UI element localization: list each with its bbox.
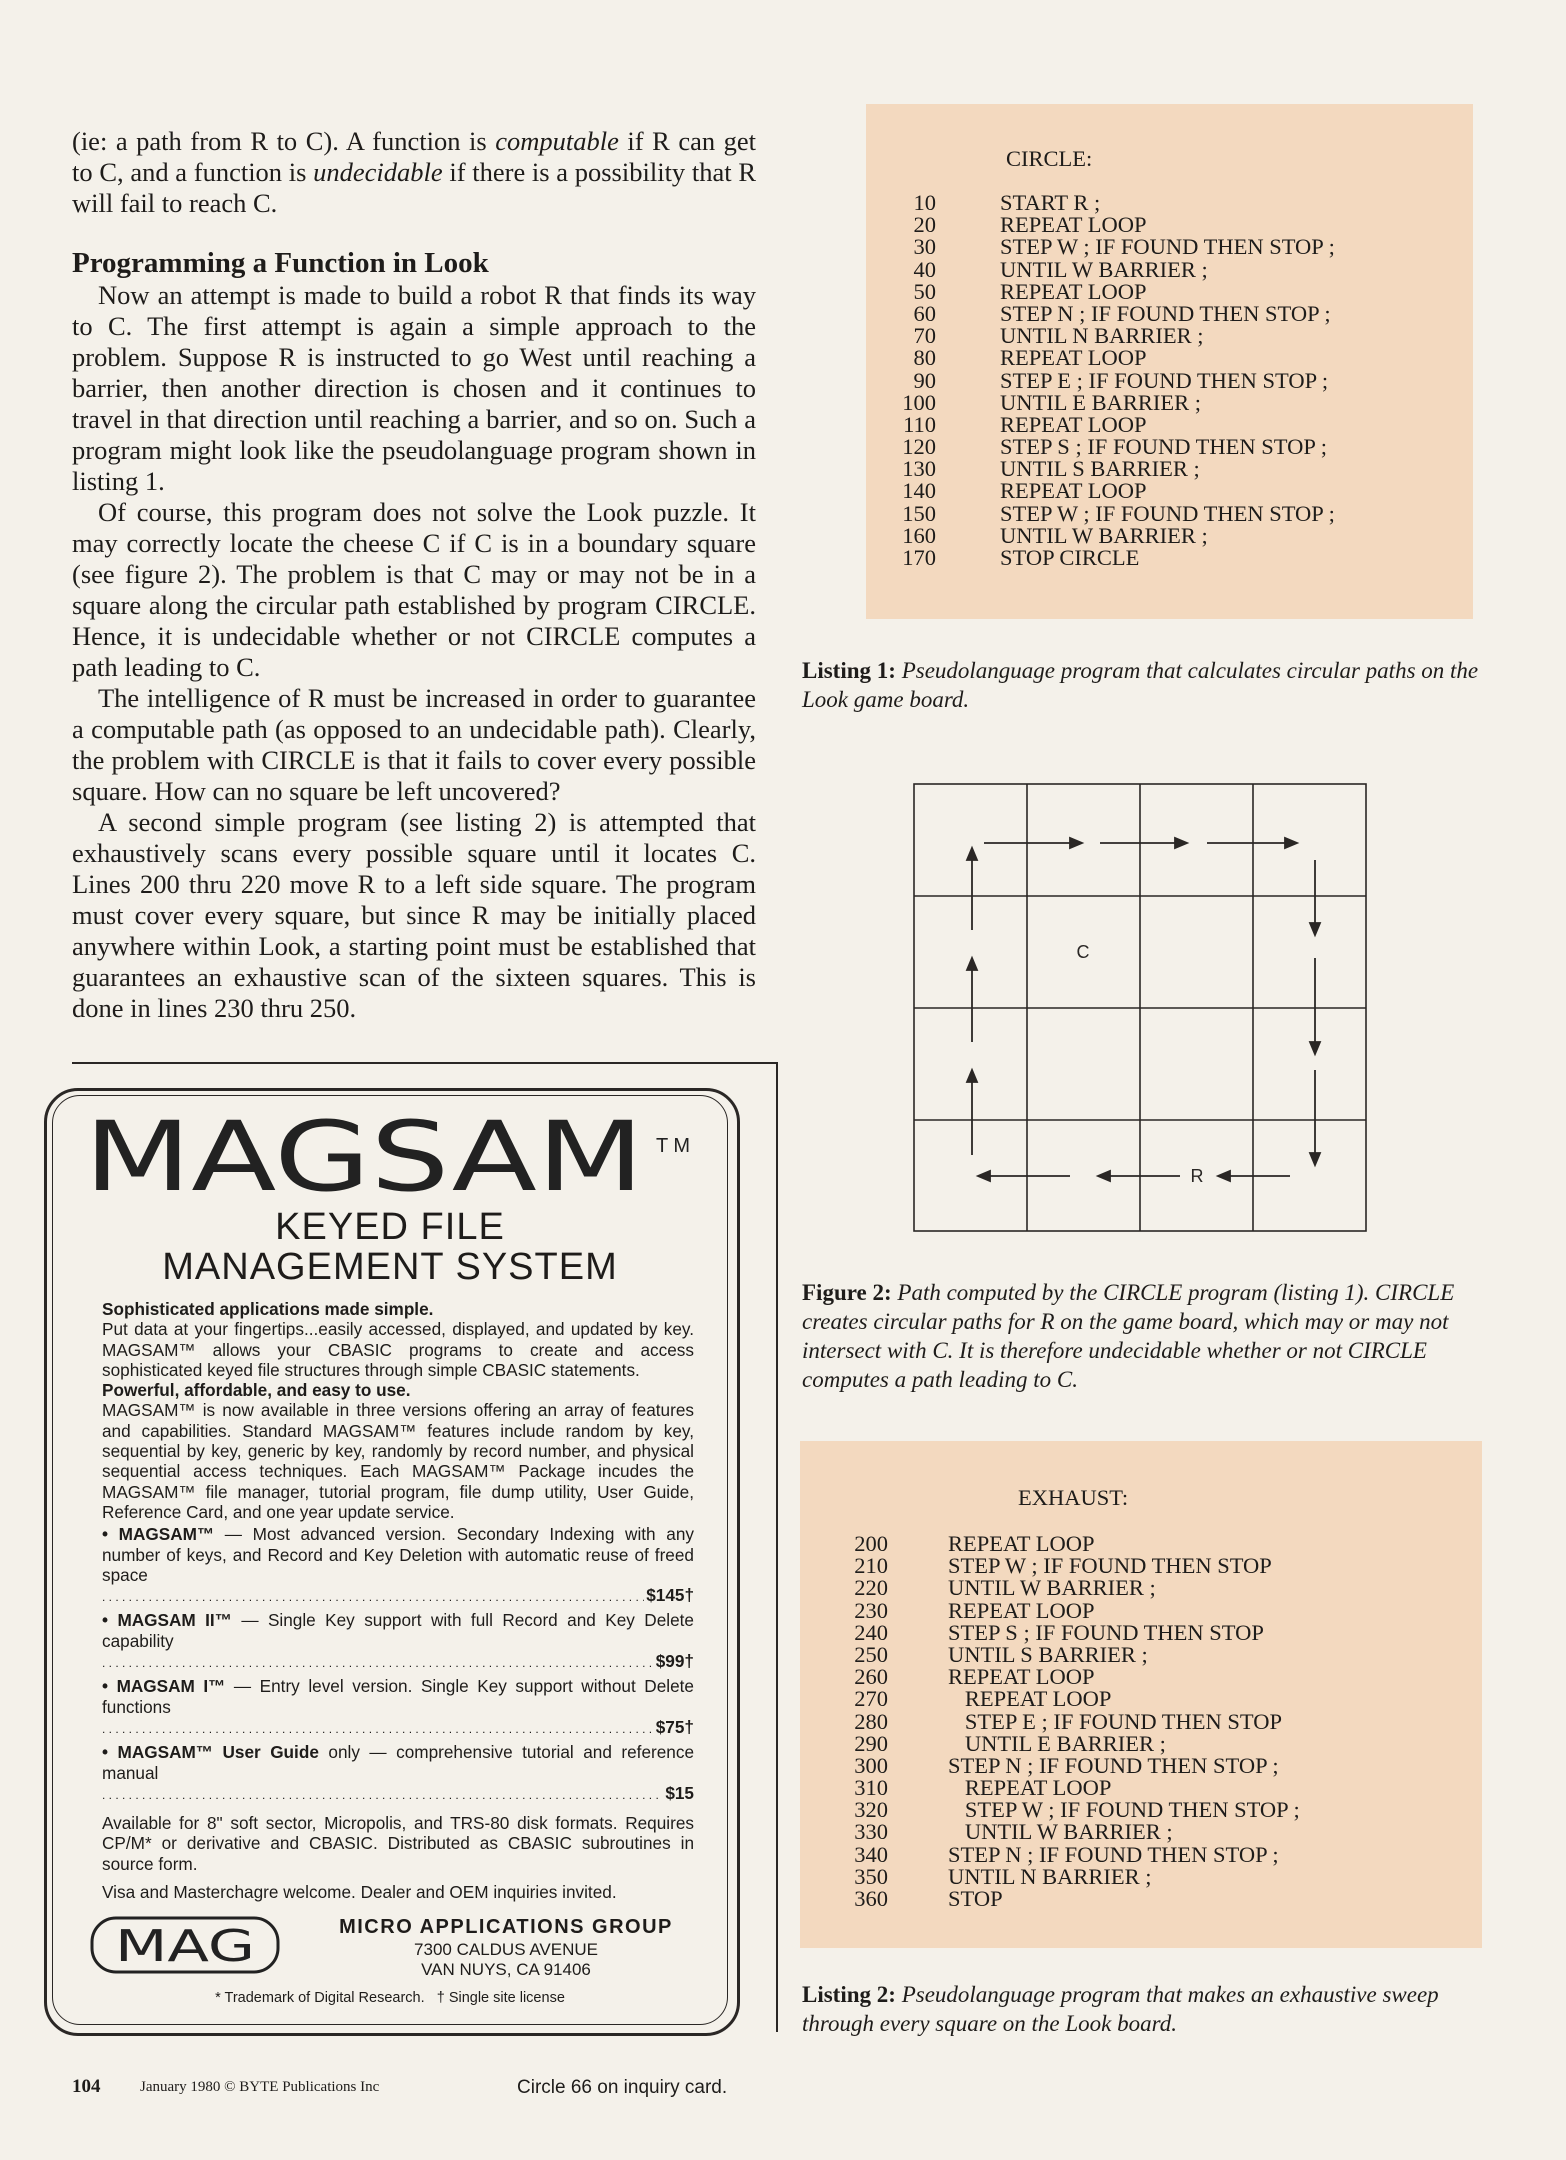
company-name: MICRO APPLICATIONS GROUP	[339, 1916, 673, 1938]
line-number: 280	[854, 1708, 888, 1734]
path-arrows	[967, 838, 1320, 1181]
listing-line	[866, 236, 1335, 258]
line-number: 130	[902, 456, 936, 482]
ad-paragraph: Visa and Masterchagre welcome. Dealer and OEM inquiries invited.	[102, 1882, 617, 1903]
line-number: 90	[913, 367, 936, 393]
issue-date: January 1980 © BYTE Publications Inc	[140, 2079, 380, 2095]
product-price: $99†	[655, 1651, 694, 1672]
line-code: STEP N ; IF FOUND THEN STOP ;	[1000, 300, 1331, 326]
grid-lines	[914, 784, 1366, 1231]
line-number: 120	[902, 434, 936, 460]
line-code: STEP W ; IF FOUND THEN STOP ;	[948, 1797, 1300, 1823]
line-code: STEP N ; IF FOUND THEN STOP ;	[948, 1752, 1279, 1778]
line-number: 260	[854, 1664, 888, 1690]
line-code: REPEAT LOOP	[948, 1664, 1095, 1690]
line-code: STEP W ; IF FOUND THEN STOP ;	[1000, 234, 1335, 260]
ad-footnote: * Trademark of Digital Research. † Single site license	[215, 1990, 565, 2006]
line-number: 70	[913, 323, 936, 349]
listing-line	[866, 411, 1335, 437]
line-code: STEP E ; IF FOUND THEN STOP	[948, 1708, 1283, 1734]
line-code: REPEAT LOOP	[1000, 212, 1147, 238]
listing-line	[866, 214, 1335, 236]
line-number: 20	[913, 212, 936, 238]
listing-line	[866, 256, 1335, 282]
line-code: UNTIL N BARRIER ;	[948, 1863, 1152, 1889]
product-price: $75†	[655, 1716, 694, 1737]
price-item	[102, 1676, 694, 1717]
listing-lines	[866, 192, 1335, 569]
line-code: REPEAT LOOP	[1000, 478, 1147, 504]
line-code: UNTIL S BARRIER ;	[948, 1641, 1148, 1667]
product-name: • MAGSAM™ User Guide	[102, 1742, 319, 1763]
listing-2-box	[800, 1441, 1482, 1948]
ad-subtitle: MANAGEMENT SYSTEM	[162, 1246, 618, 1288]
listing-line	[866, 325, 1335, 347]
line-number: 210	[854, 1553, 888, 1579]
listing-line	[800, 1666, 1300, 1688]
cheese-label: C	[1076, 942, 1090, 962]
page-number: 104	[72, 2076, 101, 2097]
line-number: 110	[903, 411, 936, 437]
listing-line	[800, 1799, 1300, 1821]
listing-line	[800, 1841, 1300, 1867]
ad-subtitle: KEYED FILE	[275, 1206, 505, 1248]
line-code: UNTIL E BARRIER ;	[1000, 389, 1202, 415]
price-item	[102, 1610, 694, 1651]
listing-line	[866, 436, 1335, 458]
price-row	[102, 1717, 694, 1739]
price-item	[102, 1742, 694, 1783]
logo-text: MAGSAM	[84, 1116, 644, 1200]
listing-title: CIRCLE:	[1006, 146, 1093, 171]
figure-2-grid	[910, 780, 1370, 1235]
line-number: 160	[902, 522, 936, 548]
line-number: 200	[854, 1531, 888, 1556]
mag-logo	[90, 1916, 280, 1974]
line-code: STOP CIRCLE	[1000, 545, 1140, 570]
line-code: REPEAT LOOP	[1000, 278, 1147, 304]
listing-line	[866, 389, 1335, 415]
line-code: STEP E ; IF FOUND THEN STOP ;	[1000, 367, 1329, 393]
line-code: UNTIL N BARRIER ;	[1000, 323, 1204, 349]
ad-body	[102, 1299, 694, 1902]
product-description: only — comprehensive tutorial and reference manual	[102, 1742, 695, 1783]
line-code: REPEAT LOOP	[948, 1686, 1112, 1712]
listing-line	[800, 1752, 1300, 1778]
line-number: 80	[913, 345, 936, 371]
line-code: UNTIL S BARRIER ;	[1000, 456, 1200, 482]
ad-heading: Powerful, affordable, and easy to use.	[102, 1380, 411, 1401]
line-number: 230	[854, 1597, 888, 1623]
product-description: — Single Key support with full Record and Key Delete capability	[102, 1610, 694, 1651]
paragraph: The intelligence of R must be increased in order to guarantee a computable path (as opposed to an undecidable path). Clearly, the problem with CIRCLE is that it fails to cover every possible square. How can no square be left uncovered?	[72, 683, 756, 806]
line-number: 240	[854, 1619, 888, 1645]
line-number: 290	[854, 1730, 888, 1756]
line-code: STEP W ; IF FOUND THEN STOP	[948, 1553, 1272, 1579]
company-address: 7300 CALDUS AVENUE	[414, 1940, 598, 1959]
listing-line	[866, 192, 1335, 214]
line-code: REPEAT LOOP	[948, 1775, 1112, 1801]
product-name: • MAGSAM II™	[102, 1610, 232, 1631]
inquiry-note: Circle 66 on inquiry card.	[517, 2077, 728, 2098]
line-code: STEP W ; IF FOUND THEN STOP ;	[1000, 500, 1335, 526]
line-code: REPEAT LOOP	[948, 1531, 1095, 1556]
line-number: 100	[902, 389, 936, 415]
line-number: 140	[902, 478, 936, 504]
listing-1-box	[866, 104, 1473, 619]
listing-line	[800, 1577, 1300, 1599]
figure-2-caption: Figure 2: Path computed by the CIRCLE program (listing 1). CIRCLE creates circular paths for R on the game board, which may or may not intersect with C. It is therefore undecidable whether or not CIRCLE computes a path leading to C.	[802, 1280, 1455, 1392]
listing-line	[800, 1597, 1300, 1623]
line-number: 40	[913, 256, 936, 282]
line-code: REPEAT LOOP	[1000, 411, 1147, 437]
listing-line	[866, 458, 1335, 480]
listing-2-caption: Listing 2: Pseudolanguage program that makes an exhaustive sweep through every square on the Look board.	[802, 1982, 1439, 2036]
listing-line	[800, 1708, 1300, 1734]
listing-line	[866, 547, 1335, 569]
price-row	[102, 1783, 694, 1805]
line-code: REPEAT LOOP	[948, 1597, 1095, 1623]
listing-line	[800, 1619, 1300, 1645]
line-code: REPEAT LOOP	[1000, 345, 1147, 371]
article-body	[72, 126, 756, 1024]
paragraph: Of course, this program does not solve the Look puzzle. It may correctly locate the cheese C if C is in a boundary square (see figure 2). The problem is that C may or may not be in a square along the circular path established by program CIRCLE. Hence, it is undecidable whether or not CIRCLE computes a path leading to C.	[72, 497, 756, 682]
listing-lines	[800, 1533, 1300, 1910]
line-number: 300	[854, 1752, 888, 1778]
listing-line	[800, 1777, 1300, 1799]
line-number: 340	[854, 1841, 888, 1867]
section-heading: Programming a Function in Look	[72, 247, 489, 279]
price-item	[102, 1524, 694, 1585]
line-number: 350	[854, 1863, 888, 1889]
listing-1-caption: Listing 1: Pseudolanguage program that calculates circular paths on the Look game board.	[802, 658, 1479, 712]
line-code: UNTIL E BARRIER ;	[948, 1730, 1166, 1756]
listing-line	[800, 1688, 1300, 1710]
leader-dots	[102, 1783, 663, 1805]
product-price: $145†	[646, 1585, 694, 1606]
listing-line	[800, 1533, 1300, 1555]
line-code: START R ;	[1000, 190, 1101, 215]
price-list	[102, 1524, 694, 1805]
listing-line	[800, 1863, 1300, 1889]
listing-line	[866, 500, 1335, 526]
line-number: 320	[854, 1797, 888, 1823]
product-description: — Most advanced version. Secondary Indexing with any number of keys, and Record and Key Deletion with automatic reuse of freed space	[102, 1524, 694, 1585]
ad-heading: Sophisticated applications made simple.	[102, 1299, 434, 1319]
paragraph: Now an attempt is made to build a robot R that finds its way to C. The first attempt is again a simple approach to the problem. Suppose R is instructed to go West until reaching a barrier, then another direction is chosen and it continues to travel in that direction until reaching a barrier, and so on. Such a program might look like the pseudolanguage program shown in listing 1.	[72, 280, 756, 496]
line-code: UNTIL W BARRIER ;	[1000, 522, 1208, 548]
divider	[776, 1062, 778, 2032]
line-code: UNTIL W BARRIER ;	[948, 1575, 1156, 1601]
line-number: 150	[902, 500, 936, 526]
line-code: STEP S ; IF FOUND THEN STOP	[948, 1619, 1264, 1645]
listing-line	[866, 347, 1335, 369]
listing-line	[800, 1888, 1300, 1910]
price-row	[102, 1585, 694, 1607]
paragraph: A second simple program (see listing 2) is attempted that exhaustively scans every possible square until it locates C. Lines 200 thru 220 move R to a left side square. The program must cover every square, but since R may be initially placed anywhere within Look, a starting point must be established that guarantees an exhaustive scan of the sixteen squares. This is done in lines 230 thru 250.	[72, 807, 756, 1023]
listing-line	[800, 1641, 1300, 1667]
listing-line	[800, 1555, 1300, 1577]
line-number: 310	[854, 1775, 888, 1801]
listing-line	[866, 522, 1335, 548]
product-description: — Entry level version. Single Key support without Delete functions	[102, 1676, 694, 1717]
product-name: • MAGSAM™	[102, 1524, 215, 1545]
product-name: • MAGSAM I™	[102, 1676, 226, 1697]
line-code: UNTIL W BARRIER ;	[948, 1819, 1173, 1845]
line-number: 30	[913, 234, 936, 260]
line-code: STEP N ; IF FOUND THEN STOP ;	[948, 1841, 1279, 1867]
company-address: VAN NUYS, CA 91406	[421, 1960, 591, 1979]
ad-paragraph: Put data at your fingertips...easily accessed, displayed, and updated by key. MAGSAM™ allows your CBASIC programs to create and access sophisticated keyed file structures through simple CBASIC statements.	[102, 1319, 694, 1380]
leader-dots	[102, 1651, 654, 1673]
line-number: 330	[854, 1819, 888, 1845]
line-code: STEP S ; IF FOUND THEN STOP ;	[1000, 434, 1327, 460]
listing-line	[800, 1821, 1300, 1843]
listing-line	[866, 367, 1335, 393]
line-number: 220	[854, 1575, 888, 1601]
line-code: UNTIL W BARRIER ;	[1000, 256, 1208, 282]
listing-line	[866, 278, 1335, 304]
leader-dots	[102, 1717, 654, 1739]
line-number: 50	[913, 278, 936, 304]
line-number: 10	[913, 190, 936, 215]
line-number: 360	[854, 1886, 888, 1911]
line-number: 250	[854, 1641, 888, 1667]
product-price: $15	[665, 1782, 694, 1803]
paragraph: (ie: a path from R to C). A function is computable if R can get to C, and a function is undecidable if there is a possibility that R will fail to reach C.	[72, 126, 757, 218]
divider	[72, 1062, 777, 1064]
line-number: 60	[913, 300, 936, 326]
trademark: T M	[656, 1135, 691, 1157]
line-code: STOP	[948, 1886, 1003, 1911]
listing-line	[800, 1730, 1300, 1756]
listing-line	[866, 300, 1335, 326]
leader-dots	[102, 1585, 644, 1607]
robot-label: R	[1190, 1166, 1204, 1186]
price-row	[102, 1651, 694, 1673]
listing-title: EXHAUST:	[1018, 1485, 1129, 1510]
listing-line	[866, 480, 1335, 502]
line-number: 170	[902, 545, 936, 570]
magsam-logo	[84, 1116, 694, 1200]
ad-paragraph: MAGSAM™ is now available in three versions offering an array of features and capabilities. Standard MAGSAM™ features include random by key, sequential by key, generic by key, randomly by record number, and physical sequential access techniques. Each MAGSAM™ Package incudes the MAGSAM™ file manager, tutorial program, file dump utility, User Guide, Reference Card, and one year update service.	[102, 1400, 694, 1522]
mag-logo-text: MAG	[115, 1921, 255, 1972]
line-number: 270	[854, 1686, 888, 1712]
ad-paragraph: Available for 8" soft sector, Micropolis, and TRS-80 disk formats. Requires CP/M* or derivative and CBASIC. Distributed as CBASIC subroutines in source form.	[102, 1813, 694, 1874]
